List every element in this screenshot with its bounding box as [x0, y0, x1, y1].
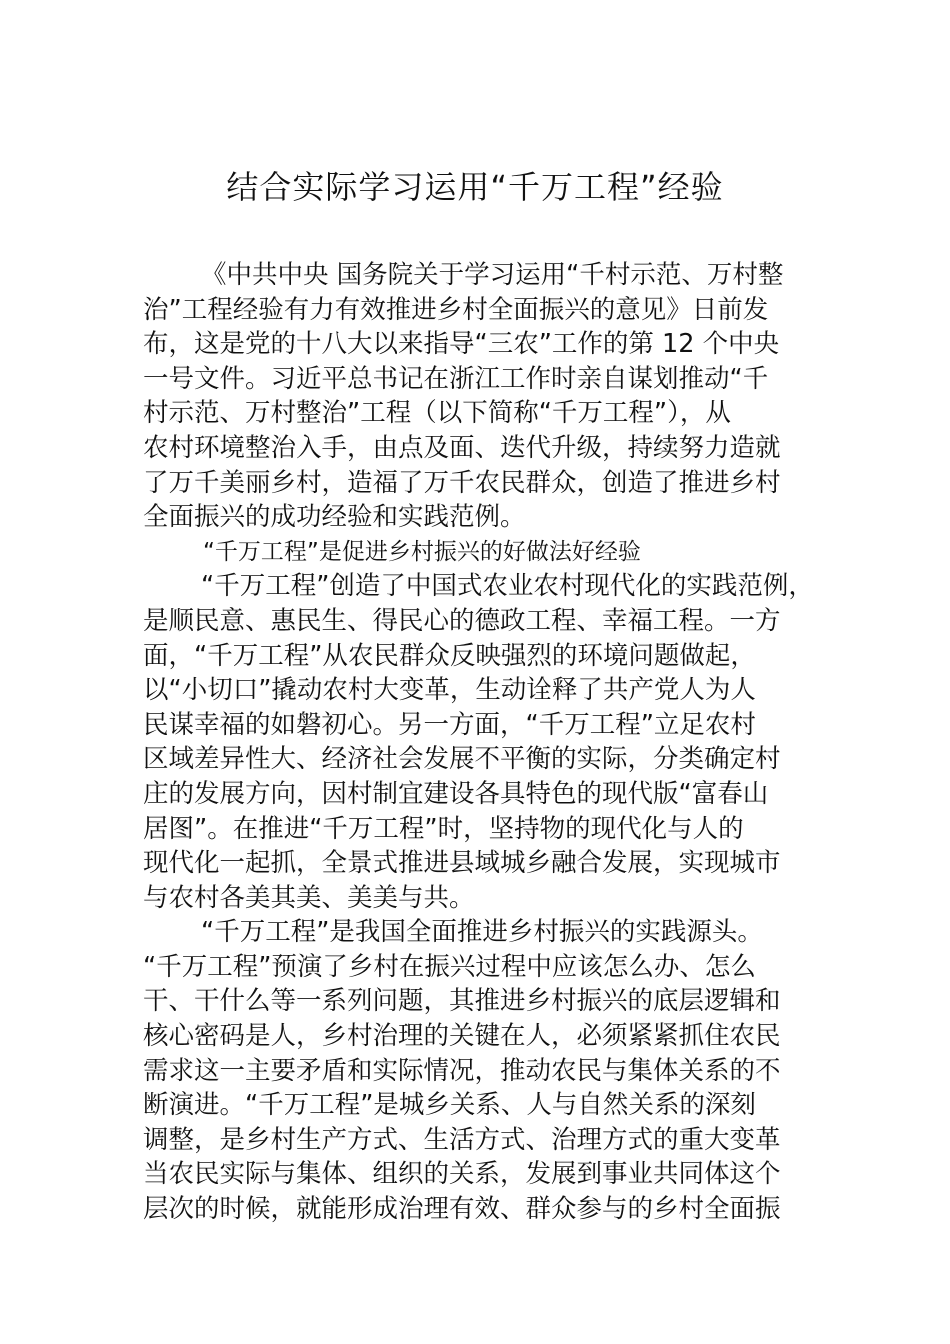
- paragraph-line: 断演进。“千万工程”是城乡关系、人与自然关系的深刻: [143, 1090, 756, 1121]
- paragraph-line: 调整，是乡村生产方式、生活方式、治理方式的重大变革: [143, 1124, 781, 1155]
- paragraph-line: “千万工程”创造了中国式农业农村现代化的实践范例，: [201, 571, 814, 602]
- paragraph-line: “千万工程”预演了乡村在振兴过程中应该怎么办、怎么: [143, 951, 756, 982]
- section-heading: “千万工程”是促进乡村振兴的好做法好经验: [203, 538, 641, 565]
- paragraph-line: 农村环境整治入手，由点及面、迭代升级，持续努力造就: [143, 432, 781, 463]
- paragraph-line: 与农村各美其美、美美与共。: [143, 882, 475, 913]
- paragraph-line: 干、干什么等一系列问题，其推进乡村振兴的底层逻辑和: [143, 986, 781, 1017]
- paragraph-line: 现代化一起抓，全景式推进县域城乡融合发展，实现城市: [143, 848, 781, 879]
- paragraph-line: 民谋幸福的如磐初心。另一方面，“千万工程”立足农村: [143, 709, 756, 740]
- paragraph-line: 当农民实际与集体、组织的关系，发展到事业共同体这个: [143, 1159, 781, 1190]
- paragraph-line: 以“小切口”撬动农村大变革，生动诠释了共产党人为人: [143, 675, 756, 706]
- paragraph-line: 布，这是党的十八大以来指导“三农”工作的第 12 个中央: [143, 329, 780, 360]
- paragraph-line: 需求这一主要矛盾和实际情况，推动农民与集体关系的不: [143, 1055, 781, 1086]
- paragraph-line: 是顺民意、惠民生、得民心的德政工程、幸福工程。一方: [143, 605, 781, 636]
- paragraph-line: 村示范、万村整治”工程（以下简称“千万工程”），从: [143, 398, 731, 429]
- document-title: 结合实际学习运用“千万工程”经验: [226, 168, 724, 206]
- paragraph-line: 居图”。在推进“千万工程”时，坚持物的现代化与人的: [143, 813, 744, 844]
- paragraph-line: “千万工程”是我国全面推进乡村振兴的实践源头。: [201, 917, 763, 948]
- paragraph-line: 面，“千万工程”从农民群众反映强烈的环境问题做起，: [143, 640, 756, 671]
- paragraph-line: 庄的发展方向，因村制宜建设各具特色的现代版“富春山: [143, 778, 769, 809]
- paragraph-line: 治”工程经验有力有效推进乡村全面振兴的意见》日前发: [143, 294, 769, 325]
- paragraph-line: 一号文件。习近平总书记在浙江工作时亲自谋划推动“千: [143, 363, 769, 394]
- paragraph-line: 核心密码是人，乡村治理的关键在人，必须紧紧抓住农民: [143, 1021, 781, 1052]
- document-body: [143, 258, 815, 1227]
- paragraph-line: 了万千美丽乡村，造福了万千农民群众，创造了推进乡村: [143, 467, 781, 498]
- paragraph-line: 层次的时候，就能形成治理有效、群众参与的乡村全面振: [143, 1194, 781, 1225]
- paragraph-line: 《中共中央 国务院关于学习运用“千村示范、万村整: [201, 260, 784, 290]
- paragraph-line: 全面振兴的成功经验和实践范例。: [143, 502, 526, 533]
- paragraph-line: 区域差异性大、经济社会发展不平衡的实际，分类确定村: [143, 744, 781, 775]
